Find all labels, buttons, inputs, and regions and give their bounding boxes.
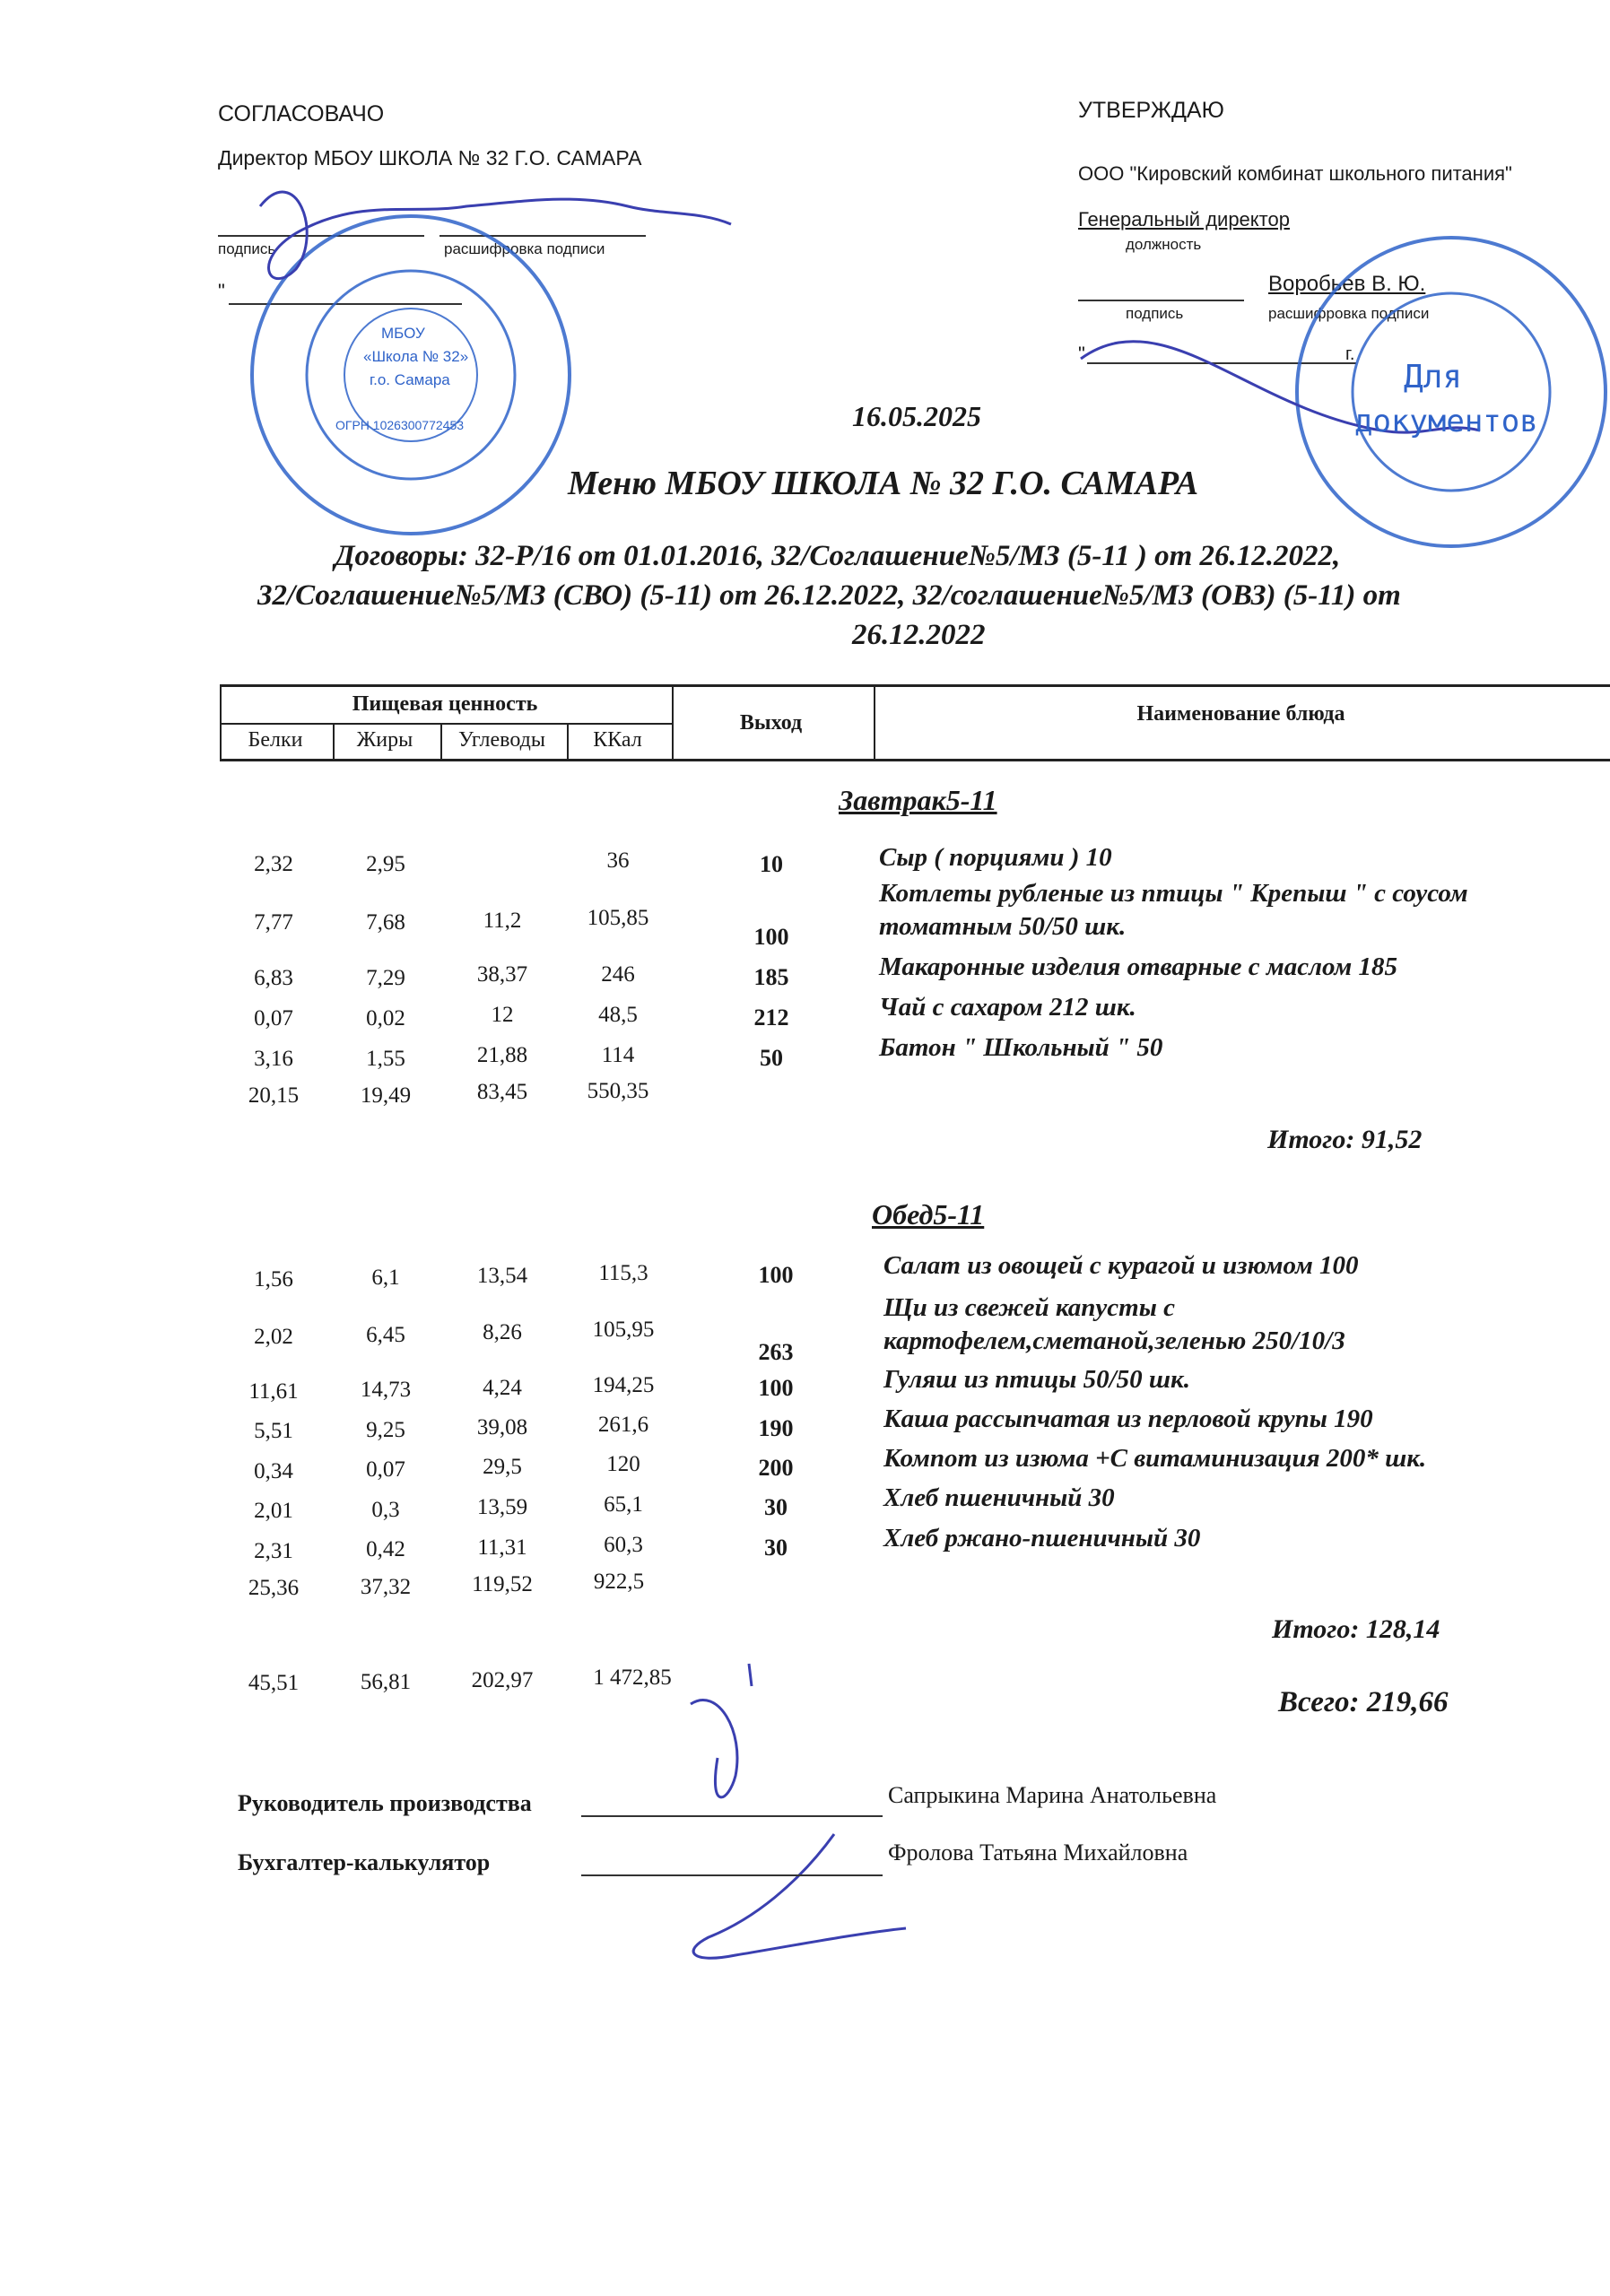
total-carbs: 83,45 [476,1080,528,1104]
header-fats: Жиры [356,727,413,752]
right-date-year: г. [1345,344,1355,364]
total-carbs: 119,52 [472,1572,533,1596]
accountant-line [581,1874,883,1876]
grand-proteins: 45,51 [248,1671,300,1695]
cell-carbs: 13,59 [476,1495,528,1519]
left-stamp-text-2: «Школа № 32» [363,348,469,365]
total-proteins: 20,15 [248,1083,300,1108]
contracts-line-3: 26.12.2022 [852,619,986,651]
breakfast-itogo: Итого: 91,52 [1267,1125,1423,1154]
right-signature-line [1078,300,1244,301]
grand-kcal: 1 472,85 [593,1665,672,1690]
production-manager-label: Руководитель производства [238,1790,532,1816]
cell-proteins: 2,01 [254,1499,293,1523]
cell-kcal: 48,5 [598,1003,638,1027]
left-decoding-label: расшифровка подписи [444,240,605,257]
approval-right-title: УТВЕРЖДАЮ [1078,98,1224,123]
header-carbs: Углеводы [458,727,545,752]
cell-proteins: 11,61 [248,1379,299,1404]
cell-proteins: 6,83 [254,966,293,990]
cell-carbs: 11,2 [483,909,522,933]
cell-dish-name: Гуляш из птицы 50/50 шк. [883,1365,1191,1394]
cell-output: 10 [760,851,783,877]
cell-carbs: 8,26 [483,1320,522,1344]
cell-fats: 2,95 [366,852,405,876]
cell-carbs: 4,24 [483,1376,522,1400]
total-proteins: 25,36 [248,1576,300,1600]
cell-fats: 14,73 [360,1378,412,1402]
cell-fats: 6,1 [371,1265,400,1290]
accountant-name: Фролова Татьяна Михайловна [888,1839,1188,1866]
cell-kcal: 114 [601,1043,635,1067]
left-decoding-line [439,235,646,237]
cell-carbs: 12 [491,1003,514,1027]
cell-fats: 6,45 [366,1323,405,1347]
cell-proteins: 3,16 [254,1047,293,1071]
cell-dish-name: Котлеты рубленые из птицы " Крепыш " с соусом [879,879,1468,908]
right-stamp-text-1: Для [1404,359,1463,396]
menu-date: 16.05.2025 [852,400,981,432]
cell-dish-name: Макаронные изделия отварные с маслом 185 [879,952,1398,981]
total-fats: 19,49 [360,1083,412,1108]
left-stamp-text-3: г.о. Самара [370,371,450,388]
cell-kcal: 120 [606,1452,640,1476]
menu-check-mark [691,1664,752,1797]
cell-carbs: 39,08 [476,1415,528,1439]
cell-fats: 7,68 [366,910,405,935]
contracts-line-1: Договоры: 32-Р/16 от 01.01.2016, 32/Соглашение№5/МЗ (5-11 ) от 26.12.2022, [335,540,1341,572]
cell-dish-name: Щи из свежей капусты с [883,1293,1175,1322]
left-stamp-text-1: МБОУ [381,325,425,342]
cell-kcal: 105,95 [592,1318,655,1342]
section-lunch: Обед5-11 [872,1198,985,1231]
cell-fats: 0,3 [371,1498,400,1522]
cell-kcal: 105,85 [587,906,649,930]
section-breakfast: Завтрак5-11 [839,784,997,816]
right-signature-label: подпись [1126,305,1184,322]
header-kcal: ККал [593,727,642,752]
cell-dish-name: Батон " Школьный " 50 [879,1033,1163,1062]
cell-dish-name: Сыр ( порциями ) 10 [879,843,1112,872]
grand-carbs: 202,97 [471,1668,534,1692]
production-manager-name: Сапрыкина Марина Анатольевна [888,1782,1217,1808]
approval-right-org: ООО "Кировский комбинат школьного питания" [1078,162,1512,185]
cell-dish-name: Хлеб пшеничный 30 [883,1483,1115,1512]
cell-dish-name-cont: томатным 50/50 шк. [879,912,1127,941]
header-dish: Наименование блюда [1136,701,1345,726]
header-proteins: Белки [248,727,303,752]
cell-carbs: 29,5 [483,1455,522,1479]
cell-output: 100 [758,1375,794,1401]
accountant-label: Бухгалтер-калькулятор [238,1849,491,1875]
cell-fats: 0,07 [366,1457,405,1482]
cell-kcal: 194,25 [592,1373,655,1397]
cell-output: 30 [764,1494,788,1520]
cell-dish-name: Салат из овощей с курагой и изюмом 100 [883,1251,1359,1280]
cell-carbs: 11,31 [477,1535,527,1560]
cell-kcal: 36 [606,848,630,873]
cell-proteins: 2,32 [254,852,293,876]
cell-output: 100 [753,924,789,950]
left-signature-line [218,235,424,237]
cell-output: 30 [764,1535,788,1561]
cell-carbs: 38,37 [476,962,528,987]
right-date-line [1087,362,1356,364]
cell-dish-name: Каша рассыпчатая из перловой крупы 190 [883,1405,1373,1433]
total-kcal: 922,5 [593,1570,645,1594]
cell-proteins: 0,34 [254,1459,293,1483]
total-kcal: 550,35 [587,1079,649,1103]
approval-right-name: Воробьев В. Ю. [1268,272,1426,296]
cell-dish-name-cont: картофелем,сметаной,зеленью 250/10/3 [883,1326,1345,1355]
cell-output: 200 [758,1455,794,1481]
approval-left-position: Директор МБОУ ШКОЛА № 32 Г.О. САМАРА [218,146,642,170]
production-manager-line [581,1815,883,1817]
cell-output: 100 [758,1262,794,1288]
contracts-line-2: 32/Соглашение№5/МЗ (СВО) (5-11) от 26.12.2022, 32/соглашение№5/МЗ (ОВЗ) (5-11) от [257,579,1401,612]
approval-right-position-label: должность [1126,236,1202,253]
cell-proteins: 5,51 [254,1419,293,1443]
right-date-quote: " [1078,343,1085,365]
right-stamp-text-2: документов [1354,404,1538,439]
grand-fats: 56,81 [360,1670,412,1694]
cell-kcal: 115,3 [598,1261,648,1285]
cell-kcal: 60,3 [604,1533,643,1557]
right-decoding-label: расшифровка подписи [1268,305,1430,322]
cell-proteins: 1,56 [254,1267,293,1292]
left-signature-label: подпись [218,240,276,257]
lunch-itogo: Итого: 128,14 [1272,1614,1440,1644]
cell-carbs: 21,88 [476,1043,528,1067]
cell-kcal: 261,6 [597,1413,649,1437]
cell-kcal: 65,1 [604,1492,643,1517]
left-date-line [229,303,462,305]
approval-left-title: СОГЛАСОВАЧО [218,101,385,126]
cell-proteins: 7,77 [254,910,293,935]
left-stamp-text-4: ОГРН 1026300772453 [335,418,465,432]
cell-proteins: 0,07 [254,1006,293,1031]
cell-fats: 7,29 [366,966,405,990]
cell-fats: 0,42 [366,1537,405,1561]
cell-dish-name: Компот из изюма +С витаминизация 200* шк. [883,1444,1427,1473]
cell-proteins: 2,02 [254,1325,293,1349]
left-date-quote: " [218,280,225,302]
menu-title: Меню МБОУ ШКОЛА № 32 Г.О. САМАРА [568,465,1199,502]
cell-output: 185 [753,964,789,990]
header-nutrition: Пищевая ценность [352,691,538,716]
cell-output: 212 [753,1004,789,1031]
accountant-signature [693,1834,906,1958]
grand-total: Всего: 219,66 [1278,1686,1449,1718]
total-fats: 37,32 [360,1575,412,1599]
cell-fats: 9,25 [366,1418,405,1442]
header-output: Выход [739,710,803,735]
cell-proteins: 2,31 [254,1539,293,1563]
cell-output: 263 [758,1339,794,1365]
approval-right-position: Генеральный директор [1078,208,1290,230]
cell-output: 190 [758,1415,794,1441]
cell-fats: 0,02 [366,1006,405,1031]
cell-carbs: 13,54 [476,1264,528,1288]
cell-fats: 1,55 [366,1047,405,1071]
cell-dish-name: Хлеб ржано-пшеничный 30 [883,1524,1201,1552]
cell-dish-name: Чай с сахаром 212 шк. [879,993,1136,1022]
cell-output: 50 [760,1045,783,1071]
cell-kcal: 246 [601,962,635,987]
